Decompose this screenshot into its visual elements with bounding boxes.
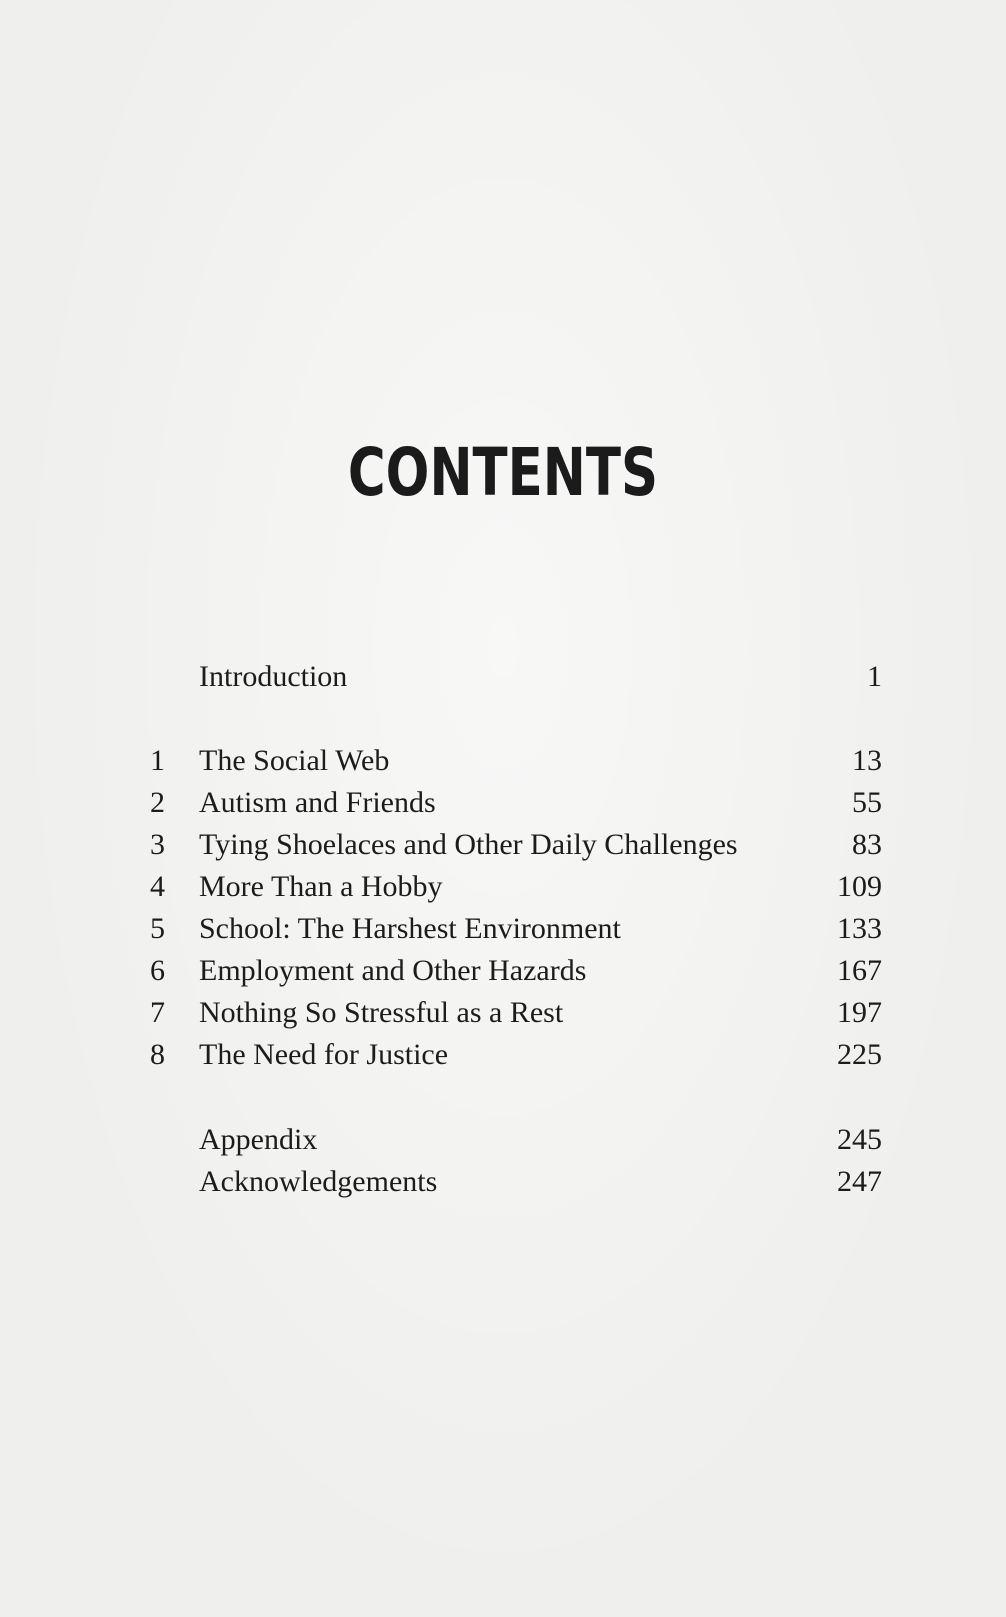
toc-entry-page: 225 <box>837 1038 882 1071</box>
toc-entry-title: More Than a Hobby <box>199 870 443 903</box>
toc-entry-page: 247 <box>837 1165 882 1198</box>
toc-chapter-number: 2 <box>150 786 165 819</box>
toc-entry-title: Appendix <box>199 1123 318 1156</box>
toc-chapter-number: 4 <box>150 870 165 903</box>
toc-entry-introduction <box>0 657 1006 697</box>
toc-entry-page: 109 <box>837 870 882 903</box>
toc-chapter-number: 1 <box>150 744 165 777</box>
toc-entry-title: Autism and Friends <box>199 786 436 819</box>
toc-entry-chapter-2 <box>0 783 1006 823</box>
toc-entry-chapter-5 <box>0 909 1006 949</box>
toc-entry-chapter-4 <box>0 867 1006 907</box>
toc-entry-title: Employment and Other Hazards <box>199 954 587 987</box>
toc-chapter-number: 6 <box>150 954 165 987</box>
toc-entry-chapter-6 <box>0 951 1006 991</box>
toc-entry-page: 83 <box>852 828 882 861</box>
toc-entry-page: 55 <box>852 786 882 819</box>
toc-entry-title: School: The Harshest Environment <box>199 912 621 945</box>
toc-entry-page: 13 <box>852 744 882 777</box>
toc-entry-page: 167 <box>837 954 882 987</box>
toc-entry-title: Nothing So Stressful as a Rest <box>199 996 564 1029</box>
toc-chapter-number: 7 <box>150 996 165 1029</box>
toc-entry-chapter-7 <box>0 993 1006 1033</box>
toc-chapter-number: 8 <box>150 1038 165 1071</box>
toc-entry-page: 197 <box>837 996 882 1029</box>
toc-entry-title: Acknowledgements <box>199 1165 438 1198</box>
toc-entry-acknowledgements <box>0 1162 1006 1202</box>
toc-chapter-number: 5 <box>150 912 165 945</box>
toc-entry-appendix <box>0 1120 1006 1160</box>
toc-entry-chapter-3 <box>0 825 1006 865</box>
toc-entry-title: Introduction <box>199 660 348 693</box>
toc-entry-chapter-8 <box>0 1035 1006 1075</box>
toc-entry-title: The Social Web <box>199 744 390 777</box>
toc-entry-title: The Need for Justice <box>199 1038 449 1071</box>
page-title: CONTENTS <box>347 434 659 511</box>
toc-entry-page: 133 <box>837 912 882 945</box>
toc-entry-page: 1 <box>867 660 882 693</box>
toc-entry-page: 245 <box>837 1123 882 1156</box>
toc-entry-chapter-1 <box>0 741 1006 781</box>
toc-entry-title: Tying Shoelaces and Other Daily Challenges <box>199 828 738 861</box>
toc-chapter-number: 3 <box>150 828 165 861</box>
